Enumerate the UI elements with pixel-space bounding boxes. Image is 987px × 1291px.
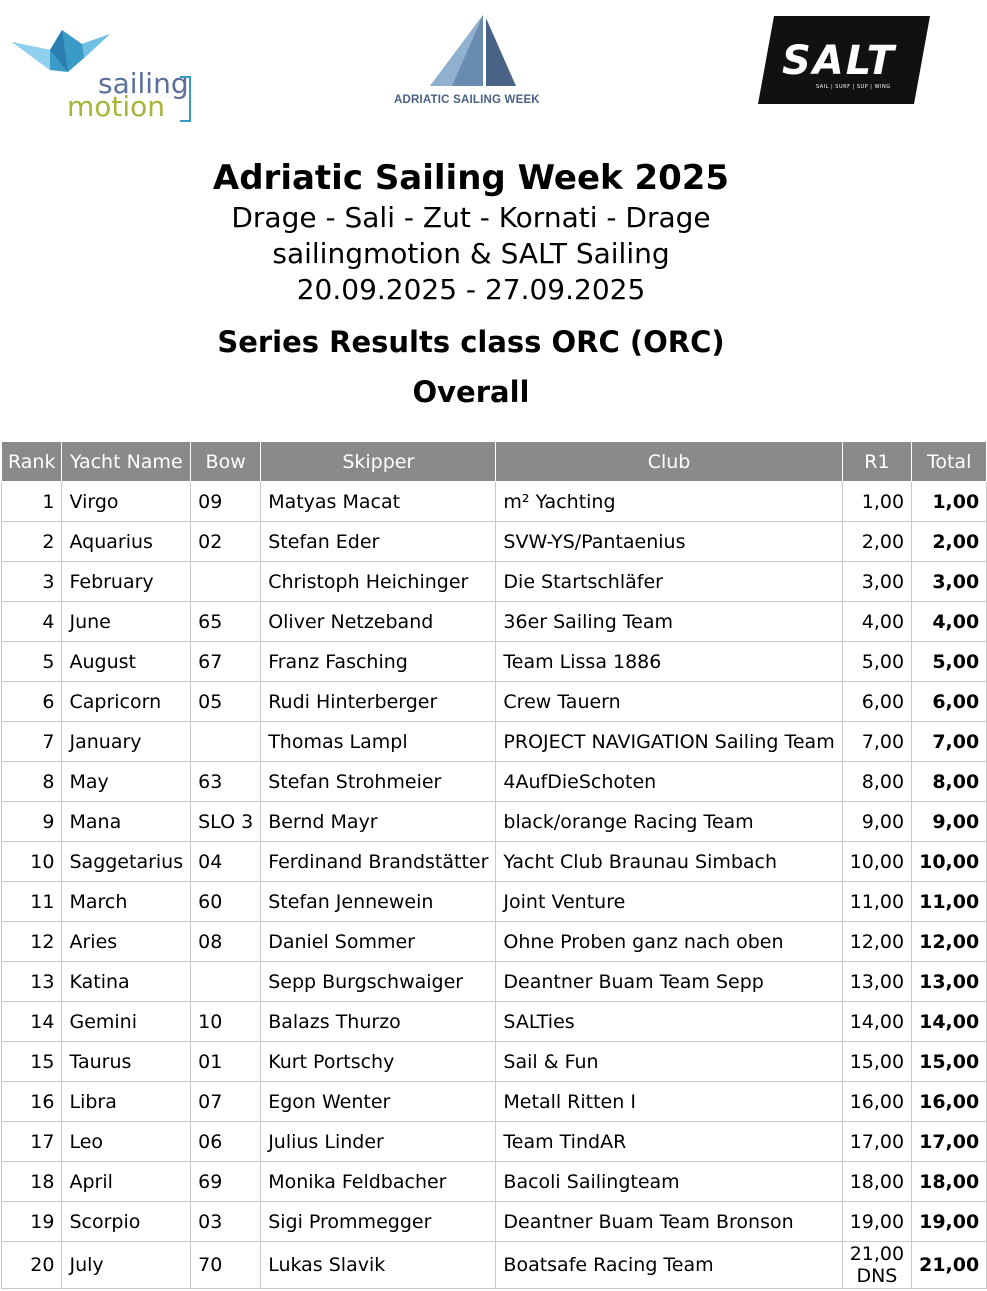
table-row xyxy=(2,562,987,602)
cell-yacht-name: April xyxy=(62,1162,191,1202)
cell-skipper: Matyas Macat xyxy=(261,482,496,522)
table-row xyxy=(2,482,987,522)
table-row xyxy=(2,522,987,562)
cell-club: PROJECT NAVIGATION Sailing Team xyxy=(496,722,842,762)
cell-total: 16,00 xyxy=(912,1082,987,1122)
cell-yacht-name: Aquarius xyxy=(62,522,191,562)
cell-r1: 4,00 xyxy=(842,602,911,642)
cell-bow: 02 xyxy=(191,522,261,562)
cell-r1: 19,00 xyxy=(842,1202,911,1242)
cell-rank: 2 xyxy=(2,522,62,562)
cell-total: 10,00 xyxy=(912,842,987,882)
table-row xyxy=(2,842,987,882)
cell-skipper: Stefan Strohmeier xyxy=(261,762,496,802)
title-block xyxy=(0,156,942,410)
cell-r1: 6,00 xyxy=(842,682,911,722)
table-row xyxy=(2,962,987,1002)
cell-r1: 10,00 xyxy=(842,842,911,882)
table-row xyxy=(2,642,987,682)
cell-total: 9,00 xyxy=(912,802,987,842)
cell-bow: 07 xyxy=(191,1082,261,1122)
cell-rank: 14 xyxy=(2,1002,62,1042)
table-row xyxy=(2,922,987,962)
table-row xyxy=(2,1242,987,1289)
cell-bow xyxy=(191,962,261,1002)
cell-rank: 12 xyxy=(2,922,62,962)
cell-skipper: Thomas Lampl xyxy=(261,722,496,762)
cell-yacht-name: May xyxy=(62,762,191,802)
cell-total: 13,00 xyxy=(912,962,987,1002)
table-row xyxy=(2,722,987,762)
cell-club: Ohne Proben ganz nach oben xyxy=(496,922,842,962)
cell-club: Bacoli Sailingteam xyxy=(496,1162,842,1202)
cell-club: SVW-YS/Pantaenius xyxy=(496,522,842,562)
event-title: Adriatic Sailing Week 2025 xyxy=(212,158,730,198)
cell-bow: 03 xyxy=(191,1202,261,1242)
cell-bow: 67 xyxy=(191,642,261,682)
cell-skipper: Stefan Eder xyxy=(261,522,496,562)
cell-r1: 15,00 xyxy=(842,1042,911,1082)
cell-rank: 15 xyxy=(2,1042,62,1082)
cell-total: 18,00 xyxy=(912,1162,987,1202)
cell-yacht-name: Aries xyxy=(62,922,191,962)
table-row xyxy=(2,602,987,642)
cell-yacht-name: Scorpio xyxy=(62,1202,191,1242)
cell-rank: 6 xyxy=(2,682,62,722)
cell-rank: 9 xyxy=(2,802,62,842)
table-row xyxy=(2,1122,987,1162)
cell-r1: 14,00 xyxy=(842,1002,911,1042)
cell-skipper: Oliver Netzeband xyxy=(261,602,496,642)
table-header-row xyxy=(2,442,987,482)
cell-rank: 19 xyxy=(2,1202,62,1242)
cell-rank: 11 xyxy=(2,882,62,922)
cell-total: 4,00 xyxy=(912,602,987,642)
cell-r1: 18,00 xyxy=(842,1162,911,1202)
cell-rank: 1 xyxy=(2,482,62,522)
cell-club: Deantner Buam Team Sepp xyxy=(496,962,842,1002)
cell-club: SALTies xyxy=(496,1002,842,1042)
cell-club: black/orange Racing Team xyxy=(496,802,842,842)
cell-total: 15,00 xyxy=(912,1042,987,1082)
cell-total: 6,00 xyxy=(912,682,987,722)
cell-yacht-name: February xyxy=(62,562,191,602)
table-row xyxy=(2,802,987,842)
cell-yacht-name: June xyxy=(62,602,191,642)
salt-logo xyxy=(758,16,930,104)
cell-yacht-name: Gemini xyxy=(62,1002,191,1042)
paper-boat-icon xyxy=(12,30,112,95)
cell-club: Team Lissa 1886 xyxy=(496,642,842,682)
cell-total: 2,00 xyxy=(912,522,987,562)
cell-bow: 60 xyxy=(191,882,261,922)
cell-total: 7,00 xyxy=(912,722,987,762)
cell-r1: 9,00 xyxy=(842,802,911,842)
cell-skipper: Sepp Burgschwaiger xyxy=(261,962,496,1002)
cell-bow: 01 xyxy=(191,1042,261,1082)
cell-yacht-name: March xyxy=(62,882,191,922)
cell-total: 8,00 xyxy=(912,762,987,802)
cell-club: Die Startschläfer xyxy=(496,562,842,602)
column-header-total: Total xyxy=(912,442,987,482)
event-organizers: sailingmotion & SALT Sailing xyxy=(272,237,670,270)
cell-r1: 17,00 xyxy=(842,1122,911,1162)
cell-club: Yacht Club Braunau Simbach xyxy=(496,842,842,882)
cell-bow: 08 xyxy=(191,922,261,962)
cell-yacht-name: August xyxy=(62,642,191,682)
table-row xyxy=(2,1162,987,1202)
results-table xyxy=(1,441,987,1289)
cell-total: 5,00 xyxy=(912,642,987,682)
cell-total: 21,00 xyxy=(912,1242,987,1289)
cell-r1 xyxy=(842,1242,911,1289)
cell-club: Boatsafe Racing Team xyxy=(496,1242,842,1289)
overall-title: Overall xyxy=(412,375,530,409)
asw-logo-text: ADRIATIC SAILING WEEK xyxy=(394,94,540,106)
cell-bow: 65 xyxy=(191,602,261,642)
column-header-club: Club xyxy=(496,442,842,482)
sailingmotion-logo xyxy=(12,30,189,123)
cell-club: m² Yachting xyxy=(496,482,842,522)
cell-total: 14,00 xyxy=(912,1002,987,1042)
salt-logo-subtext: SAIL | SURF | SUP | WING xyxy=(816,84,891,90)
cell-total: 1,00 xyxy=(912,482,987,522)
table-row xyxy=(2,1082,987,1122)
cell-skipper: Rudi Hinterberger xyxy=(261,682,496,722)
cell-bow: 10 xyxy=(191,1002,261,1042)
cell-skipper: Stefan Jennewein xyxy=(261,882,496,922)
cell-r1: 13,00 xyxy=(842,962,911,1002)
column-header-rank: Rank xyxy=(2,442,62,482)
cell-yacht-name: Libra xyxy=(62,1082,191,1122)
cell-bow xyxy=(191,722,261,762)
cell-skipper: Ferdinand Brandstätter xyxy=(261,842,496,882)
cell-r1: 5,00 xyxy=(842,642,911,682)
cell-total: 11,00 xyxy=(912,882,987,922)
cell-total: 12,00 xyxy=(912,922,987,962)
results-body xyxy=(2,482,987,1289)
r1-dns-note: DNS xyxy=(856,1265,898,1287)
column-header-yacht-name: Yacht Name xyxy=(62,442,191,482)
cell-rank: 20 xyxy=(2,1242,62,1289)
cell-yacht-name: Taurus xyxy=(62,1042,191,1082)
table-row xyxy=(2,1202,987,1242)
cell-rank: 4 xyxy=(2,602,62,642)
cell-rank: 3 xyxy=(2,562,62,602)
cell-bow: 04 xyxy=(191,842,261,882)
cell-rank: 5 xyxy=(2,642,62,682)
cell-skipper: Balazs Thurzo xyxy=(261,1002,496,1042)
cell-r1: 1,00 xyxy=(842,482,911,522)
column-header-skipper: Skipper xyxy=(261,442,496,482)
cell-bow: 09 xyxy=(191,482,261,522)
adriatic-sailing-week-logo xyxy=(390,12,555,112)
cell-skipper: Franz Fasching xyxy=(261,642,496,682)
cell-yacht-name: Leo xyxy=(62,1122,191,1162)
cell-yacht-name: Capricorn xyxy=(62,682,191,722)
cell-club: Deantner Buam Team Bronson xyxy=(496,1202,842,1242)
cell-r1: 16,00 xyxy=(842,1082,911,1122)
cell-skipper: Sigi Prommegger xyxy=(261,1202,496,1242)
cell-rank: 10 xyxy=(2,842,62,882)
cell-r1: 8,00 xyxy=(842,762,911,802)
cell-skipper: Christoph Heichinger xyxy=(261,562,496,602)
cell-club: Crew Tauern xyxy=(496,682,842,722)
event-route: Drage - Sali - Zut - Kornati - Drage xyxy=(231,201,711,234)
cell-club: Metall Ritten I xyxy=(496,1082,842,1122)
cell-yacht-name: Virgo xyxy=(62,482,191,522)
cell-rank: 17 xyxy=(2,1122,62,1162)
cell-skipper: Lukas Slavik xyxy=(261,1242,496,1289)
table-row xyxy=(2,1002,987,1042)
table-row xyxy=(2,762,987,802)
cell-rank: 7 xyxy=(2,722,62,762)
cell-skipper: Egon Wenter xyxy=(261,1082,496,1122)
sail-icon xyxy=(390,12,555,92)
cell-club: 4AufDieSchoten xyxy=(496,762,842,802)
cell-yacht-name: January xyxy=(62,722,191,762)
cell-bow: 70 xyxy=(191,1242,261,1289)
cell-rank: 13 xyxy=(2,962,62,1002)
salt-logo-text: SALT xyxy=(782,38,896,84)
cell-club: Sail & Fun xyxy=(496,1042,842,1082)
table-row xyxy=(2,1042,987,1082)
cell-yacht-name: Mana xyxy=(62,802,191,842)
cell-skipper: Julius Linder xyxy=(261,1122,496,1162)
cell-skipper: Monika Feldbacher xyxy=(261,1162,496,1202)
cell-skipper: Kurt Portschy xyxy=(261,1042,496,1082)
cell-yacht-name: July xyxy=(62,1242,191,1289)
cell-rank: 18 xyxy=(2,1162,62,1202)
cell-bow: 69 xyxy=(191,1162,261,1202)
cell-skipper: Bernd Mayr xyxy=(261,802,496,842)
event-dates: 20.09.2025 - 27.09.2025 xyxy=(296,273,646,306)
cell-r1: 7,00 xyxy=(842,722,911,762)
cell-r1: 12,00 xyxy=(842,922,911,962)
cell-total: 17,00 xyxy=(912,1122,987,1162)
cell-rank: 16 xyxy=(2,1082,62,1122)
cell-skipper: Daniel Sommer xyxy=(261,922,496,962)
cell-r1: 11,00 xyxy=(842,882,911,922)
cell-bow: 06 xyxy=(191,1122,261,1162)
cell-yacht-name: Katina xyxy=(62,962,191,1002)
cell-club: 36er Sailing Team xyxy=(496,602,842,642)
bracket-decoration xyxy=(180,76,191,122)
sailingmotion-text-sailing: sailing xyxy=(98,67,189,100)
table-row xyxy=(2,882,987,922)
column-header-bow: Bow xyxy=(191,442,261,482)
table-row xyxy=(2,682,987,722)
cell-bow xyxy=(191,562,261,602)
cell-bow: 63 xyxy=(191,762,261,802)
cell-r1: 2,00 xyxy=(842,522,911,562)
r1-value: 21,00 xyxy=(849,1243,905,1265)
cell-total: 19,00 xyxy=(912,1202,987,1242)
cell-club: Joint Venture xyxy=(496,882,842,922)
cell-bow: SLO 3 xyxy=(191,802,261,842)
cell-yacht-name: Saggetarius xyxy=(62,842,191,882)
cell-rank: 8 xyxy=(2,762,62,802)
cell-bow: 05 xyxy=(191,682,261,722)
series-title: Series Results class ORC (ORC) xyxy=(217,325,725,359)
column-header-r1: R1 xyxy=(842,442,911,482)
cell-r1: 3,00 xyxy=(842,562,911,602)
cell-total: 3,00 xyxy=(912,562,987,602)
sailingmotion-text-motion: motion xyxy=(67,90,166,123)
cell-club: Team TindAR xyxy=(496,1122,842,1162)
